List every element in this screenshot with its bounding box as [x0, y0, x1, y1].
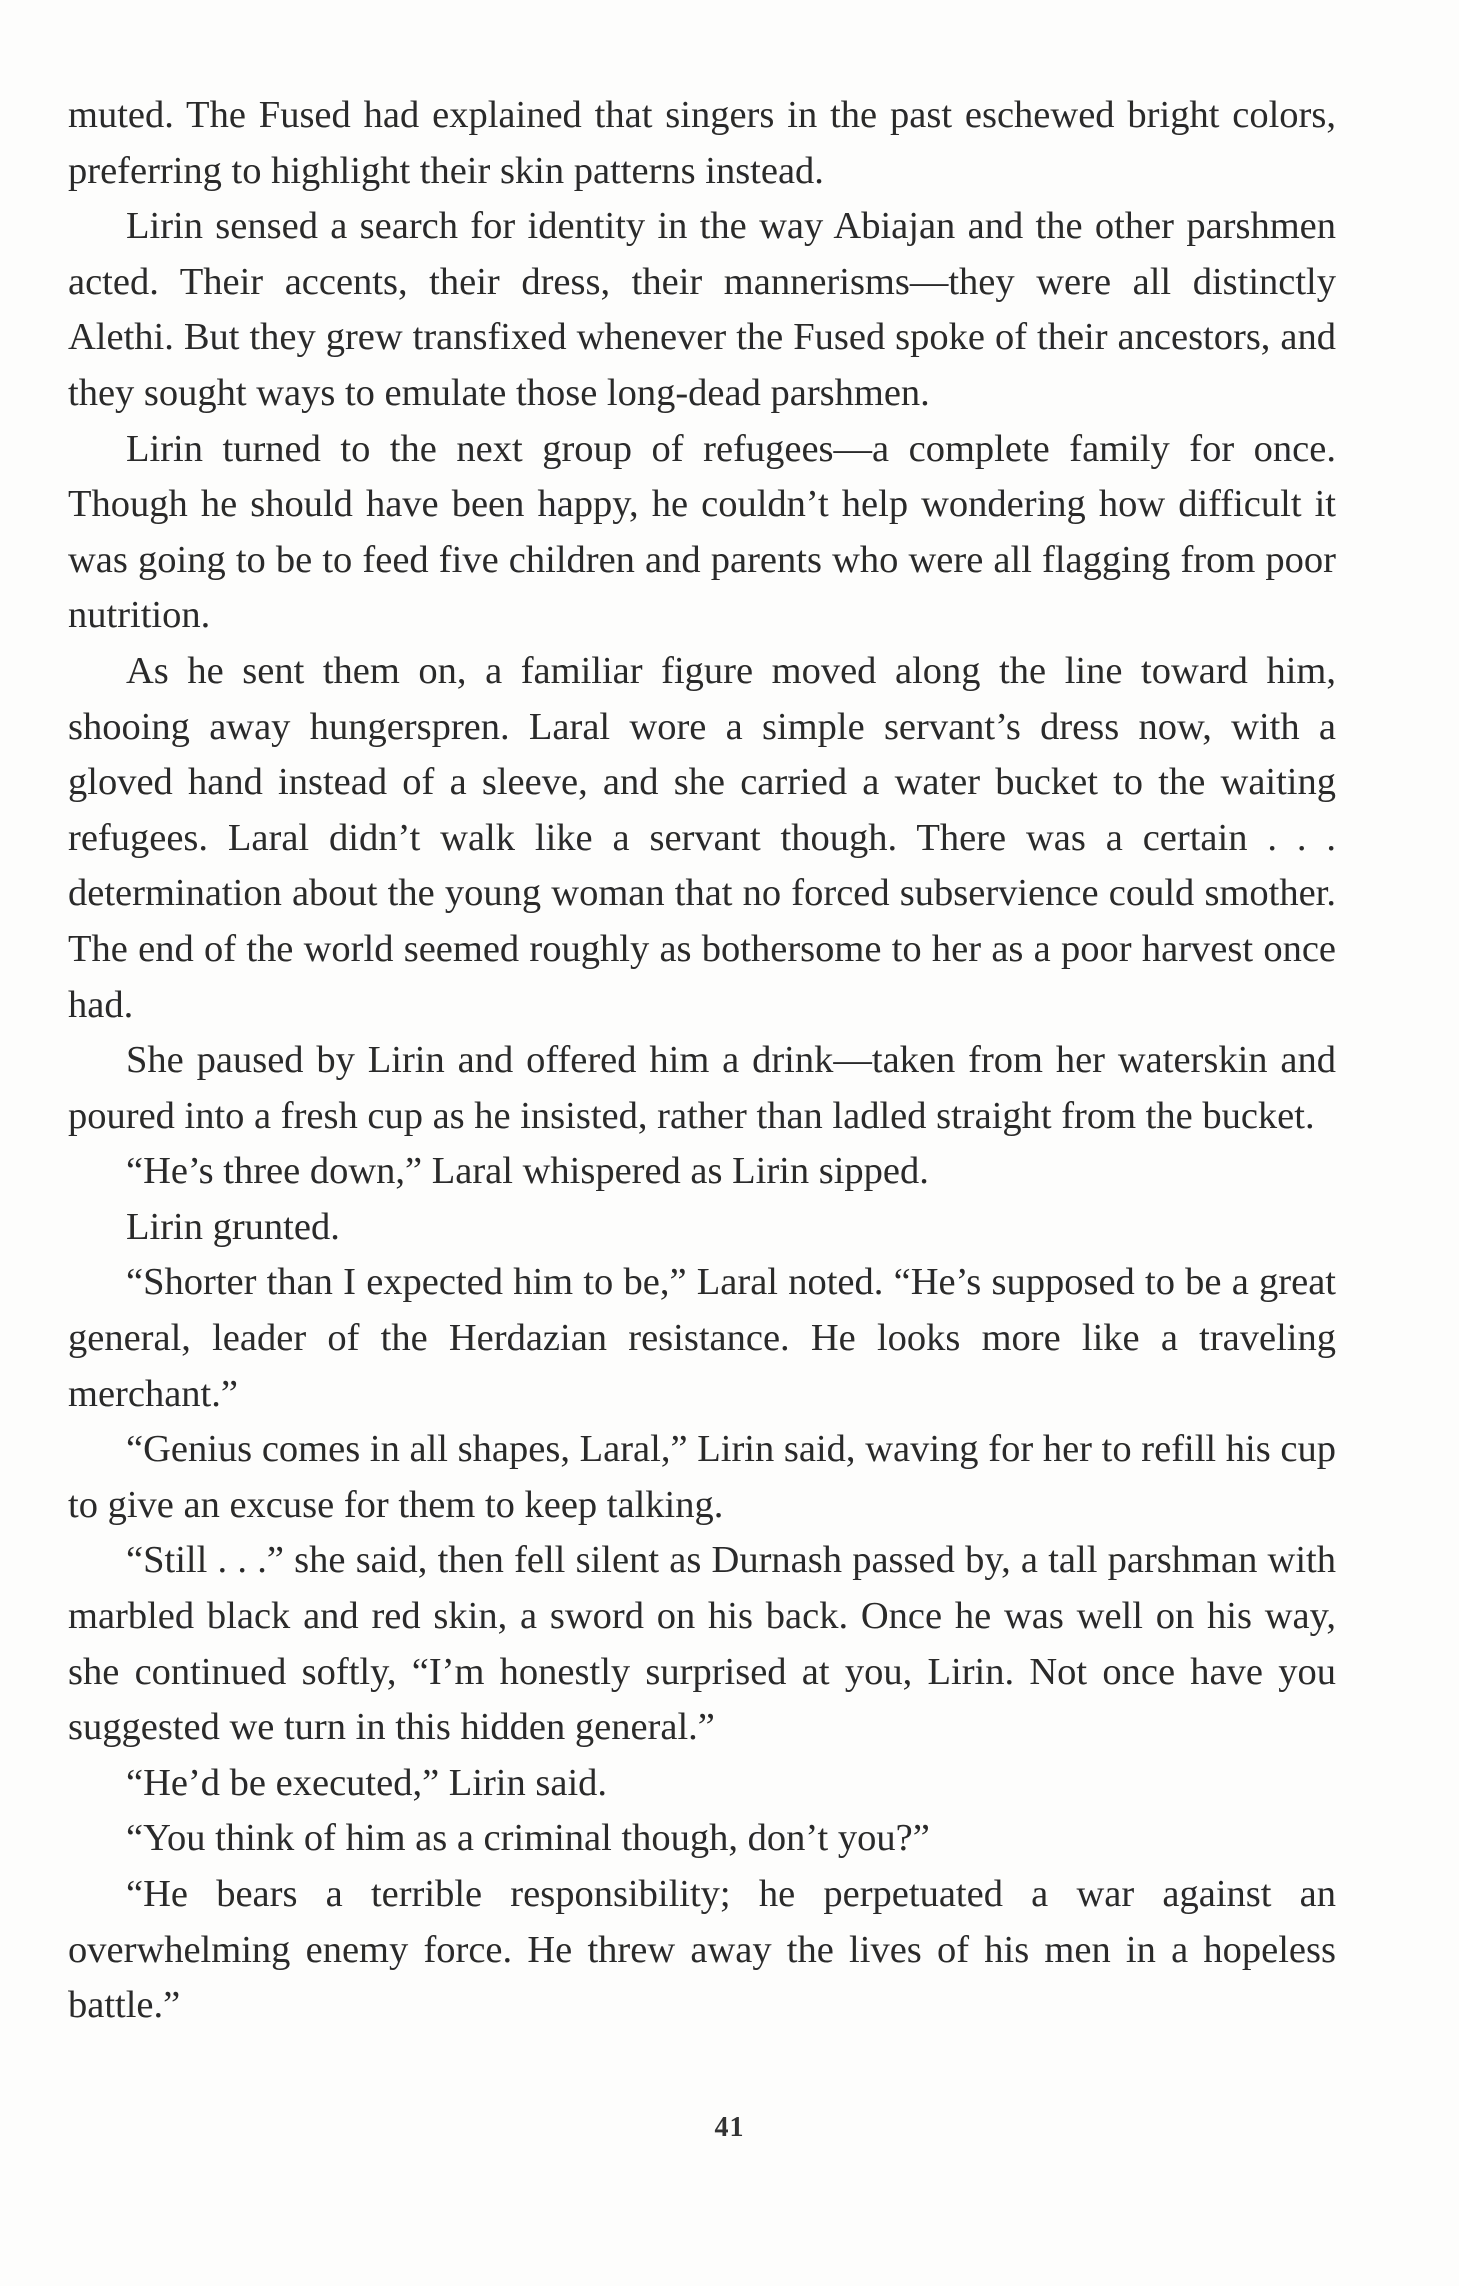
paragraph: “Still . . .” she said, then fell silent as Durnash passed by, a tall parshman with marbled black and red skin, a sword on his back. Once he was well on his way, she continued softly, “I’m honestly surprised at you, Lirin. Not once have you suggested we turn in this hidden general.”: [68, 1539, 1336, 1749]
paragraph: “He’d be executed,” Lirin said.: [126, 1761, 608, 1804]
paragraph: “You think of him as a criminal though, don’t you?”: [126, 1817, 930, 1860]
paragraph: “Genius comes in all shapes, Laral,” Lirin said, waving for her to refill his cup to give an excuse for them to keep talking.: [68, 1428, 1336, 1526]
paragraph: As he sent them on, a familiar figure moved along the line toward him, shooing away hungerspren. Laral wore a simple servant’s dress now, with a gloved hand instead of a sleeve, and she carried a water bucket to the waiting refugees. Laral didn’t walk like a servant though. There was a certain . . . determination about the young woman that no forced subservience could smother. The end of the world seemed roughly as bothersome to her as a poor harvest once had.: [68, 649, 1336, 1026]
paragraph: “Shorter than I expected him to be,” Laral noted. “He’s supposed to be a great general, leader of the Herdazian resistance. He looks more like a traveling merchant.”: [68, 1261, 1336, 1415]
paragraph: Lirin sensed a search for identity in the way Abiajan and the other parshmen acted. Their accents, their dress, their mannerisms—they were all distinctly Alethi. But they grew transfixed whenever the Fused spoke of their ancestors, and they sought ways to emulate those long-dead parshmen.: [68, 205, 1336, 414]
body-text: [68, 88, 1336, 2034]
page-number: 41: [714, 2112, 745, 2143]
paragraph: “He bears a terrible responsibility; he perpetuated a war against an overwhelming enemy force. He threw away the lives of his men in a hopeless battle.”: [68, 1873, 1336, 2027]
paragraph: Lirin grunted.: [126, 1205, 340, 1248]
paragraph: She paused by Lirin and offered him a drink—taken from her waterskin and poured into a fresh cup as he insisted, rather than ladled straight from the bucket.: [68, 1039, 1336, 1137]
paragraph: “He’s three down,” Laral whispered as Lirin sipped.: [126, 1150, 929, 1193]
paragraph: muted. The Fused had explained that singers in the past eschewed bright colors, preferring to highlight their skin patterns instead.: [68, 94, 1336, 192]
paragraph: Lirin turned to the next group of refugees—a complete family for once. Though he should have been happy, he couldn’t help wondering how difficult it was going to be to feed five children and parents who were all flagging from poor nutrition.: [68, 427, 1336, 637]
